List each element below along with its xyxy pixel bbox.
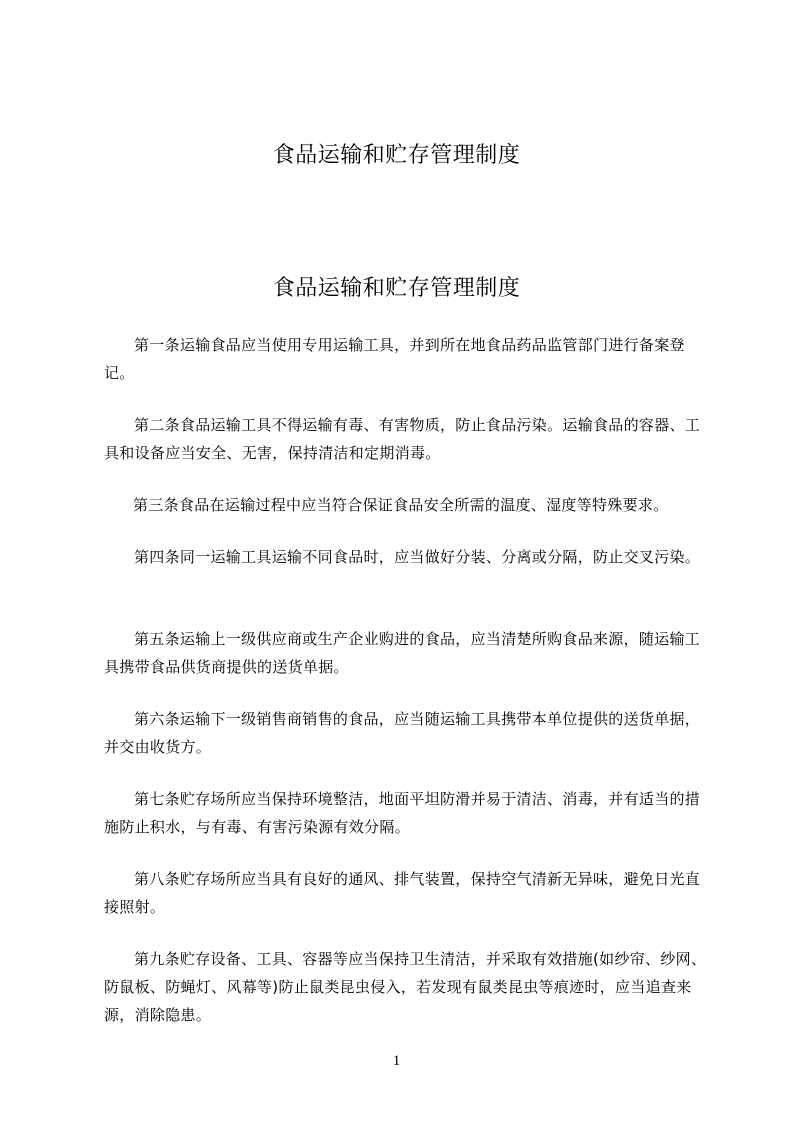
document-title: 食品运输和贮存管理制度 [272, 143, 521, 168]
article-4: 第四条同一运输工具运输不同食品时，应当做好分装、分离或分隔，防止交叉污染。 [134, 548, 701, 566]
article-1: 第一条运输食品应当使用专用运输工具，并到所在地食品药品监管部门进行备案登记。 [104, 336, 685, 382]
article-6: 第六条运输下一级销售商销售的食品，应当随运输工具携带本单位提供的送货单据，并交由收货方。 [104, 710, 701, 756]
article-2: 第二条食品运输工具不得运输有毒、有害物质，防止食品污染。运输食品的容器、工具和设备应当安全、无害，保持清洁和定期消毒。 [104, 416, 701, 462]
article-5: 第五条运输上一级供应商或生产企业购进的食品，应当清楚所购食品来源，随运输工具携带食品供货商提供的送货单据。 [104, 630, 701, 676]
article-3: 第三条食品在运输过程中应当符合保证食品安全所需的温度、湿度等特殊要求。 [133, 496, 669, 514]
article-8: 第八条贮存场所应当具有良好的通风、排气装置，保持空气清新无异味，避免日光直接照射。 [104, 870, 701, 916]
article-7: 第七条贮存场所应当保持环境整洁，地面平坦防滑并易于清洁、消毒，并有适当的措施防止积水，与有毒、有害污染源有效分隔。 [104, 790, 701, 836]
section-title: 食品运输和贮存管理制度 [272, 276, 521, 301]
page-number: 1 [392, 1053, 401, 1069]
article-9: 第九条贮存设备、工具、容器等应当保持卫生清洁，并采取有效措施(如纱帘、纱网、防鼠板、防蝇灯、风幕等)防止鼠类昆虫侵入，若发现有鼠类昆虫等痕迹时，应当追查来源，消除隐患。 [104, 950, 707, 1024]
